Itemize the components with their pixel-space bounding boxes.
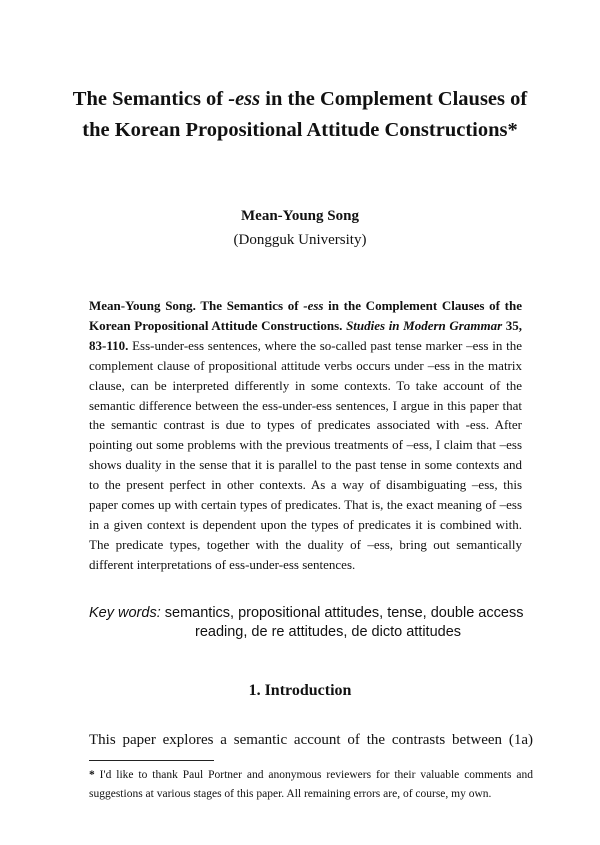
footnote: [89, 766, 533, 804]
abstract-journal: Studies in Modern Grammar: [346, 317, 503, 333]
abstract-body: Ess-under-ess sentences, where the so-called past tense marker –ess in the complement clause of propositional attitude verbs occurs under –ess in the matrix clause, can be interpreted differently in some contexts. To take account of the semantic difference between the ess-under-ess sentences, I argue in this paper that the semantic contrast is due to types of predicates associated with -ess. After pointing out some problems with the previous treatments of –ess, I claim that –ess shows duality in the sense that it is parallel to the past tense in some contexts and to the present perfect in other contexts. As a way of disambiguating –ess, this paper comes up with certain types of predicates. That is, the exact meaning of –ess in a given context is dependent upon the types of predicates it is combined with. The predicate types, together with the duality of –ess, bring out semantically different interpretations of ess-under-ess sentences.: [89, 337, 522, 572]
keywords-line1: semantics, propositional attitudes, tense, double access: [160, 605, 524, 621]
abstract-citation-term: -ess: [303, 298, 324, 313]
author-name: Mean-Young Song: [241, 208, 359, 224]
abstract-volume-pages: 35, 83-110.: [89, 317, 523, 353]
footnote-divider: [89, 760, 214, 761]
keywords-label: Key words:: [89, 605, 161, 621]
paper-title: The Semantics of -ess in the Complement Clauses of the Korean Propositional Attitude Constructions*: [72, 88, 528, 141]
footnote-mark: *: [89, 769, 95, 781]
section-heading: 1. Introduction: [248, 682, 352, 699]
abstract-citation-title: in the Complement Clauses of the Korean Propositional Attitude Constructions.: [89, 298, 522, 333]
body-text: This paper explores a semantic account of the contrasts between (1a): [89, 732, 533, 748]
keywords: [89, 604, 529, 642]
abstract-citation: Mean-Young Song. The Semantics of: [89, 298, 304, 313]
abstract: [89, 296, 522, 575]
author-affiliation: (Dongguk University): [233, 232, 367, 248]
title-term: -ess: [228, 88, 261, 110]
keywords-line2: reading, de re attitudes, de dicto attitudes: [195, 624, 462, 640]
footnote-text: I'd like to thank Paul Portner and anonymous reviewers for their valuable comments and suggestions at various stages of this paper. All remaining errors are, of course, my own.: [89, 769, 533, 800]
